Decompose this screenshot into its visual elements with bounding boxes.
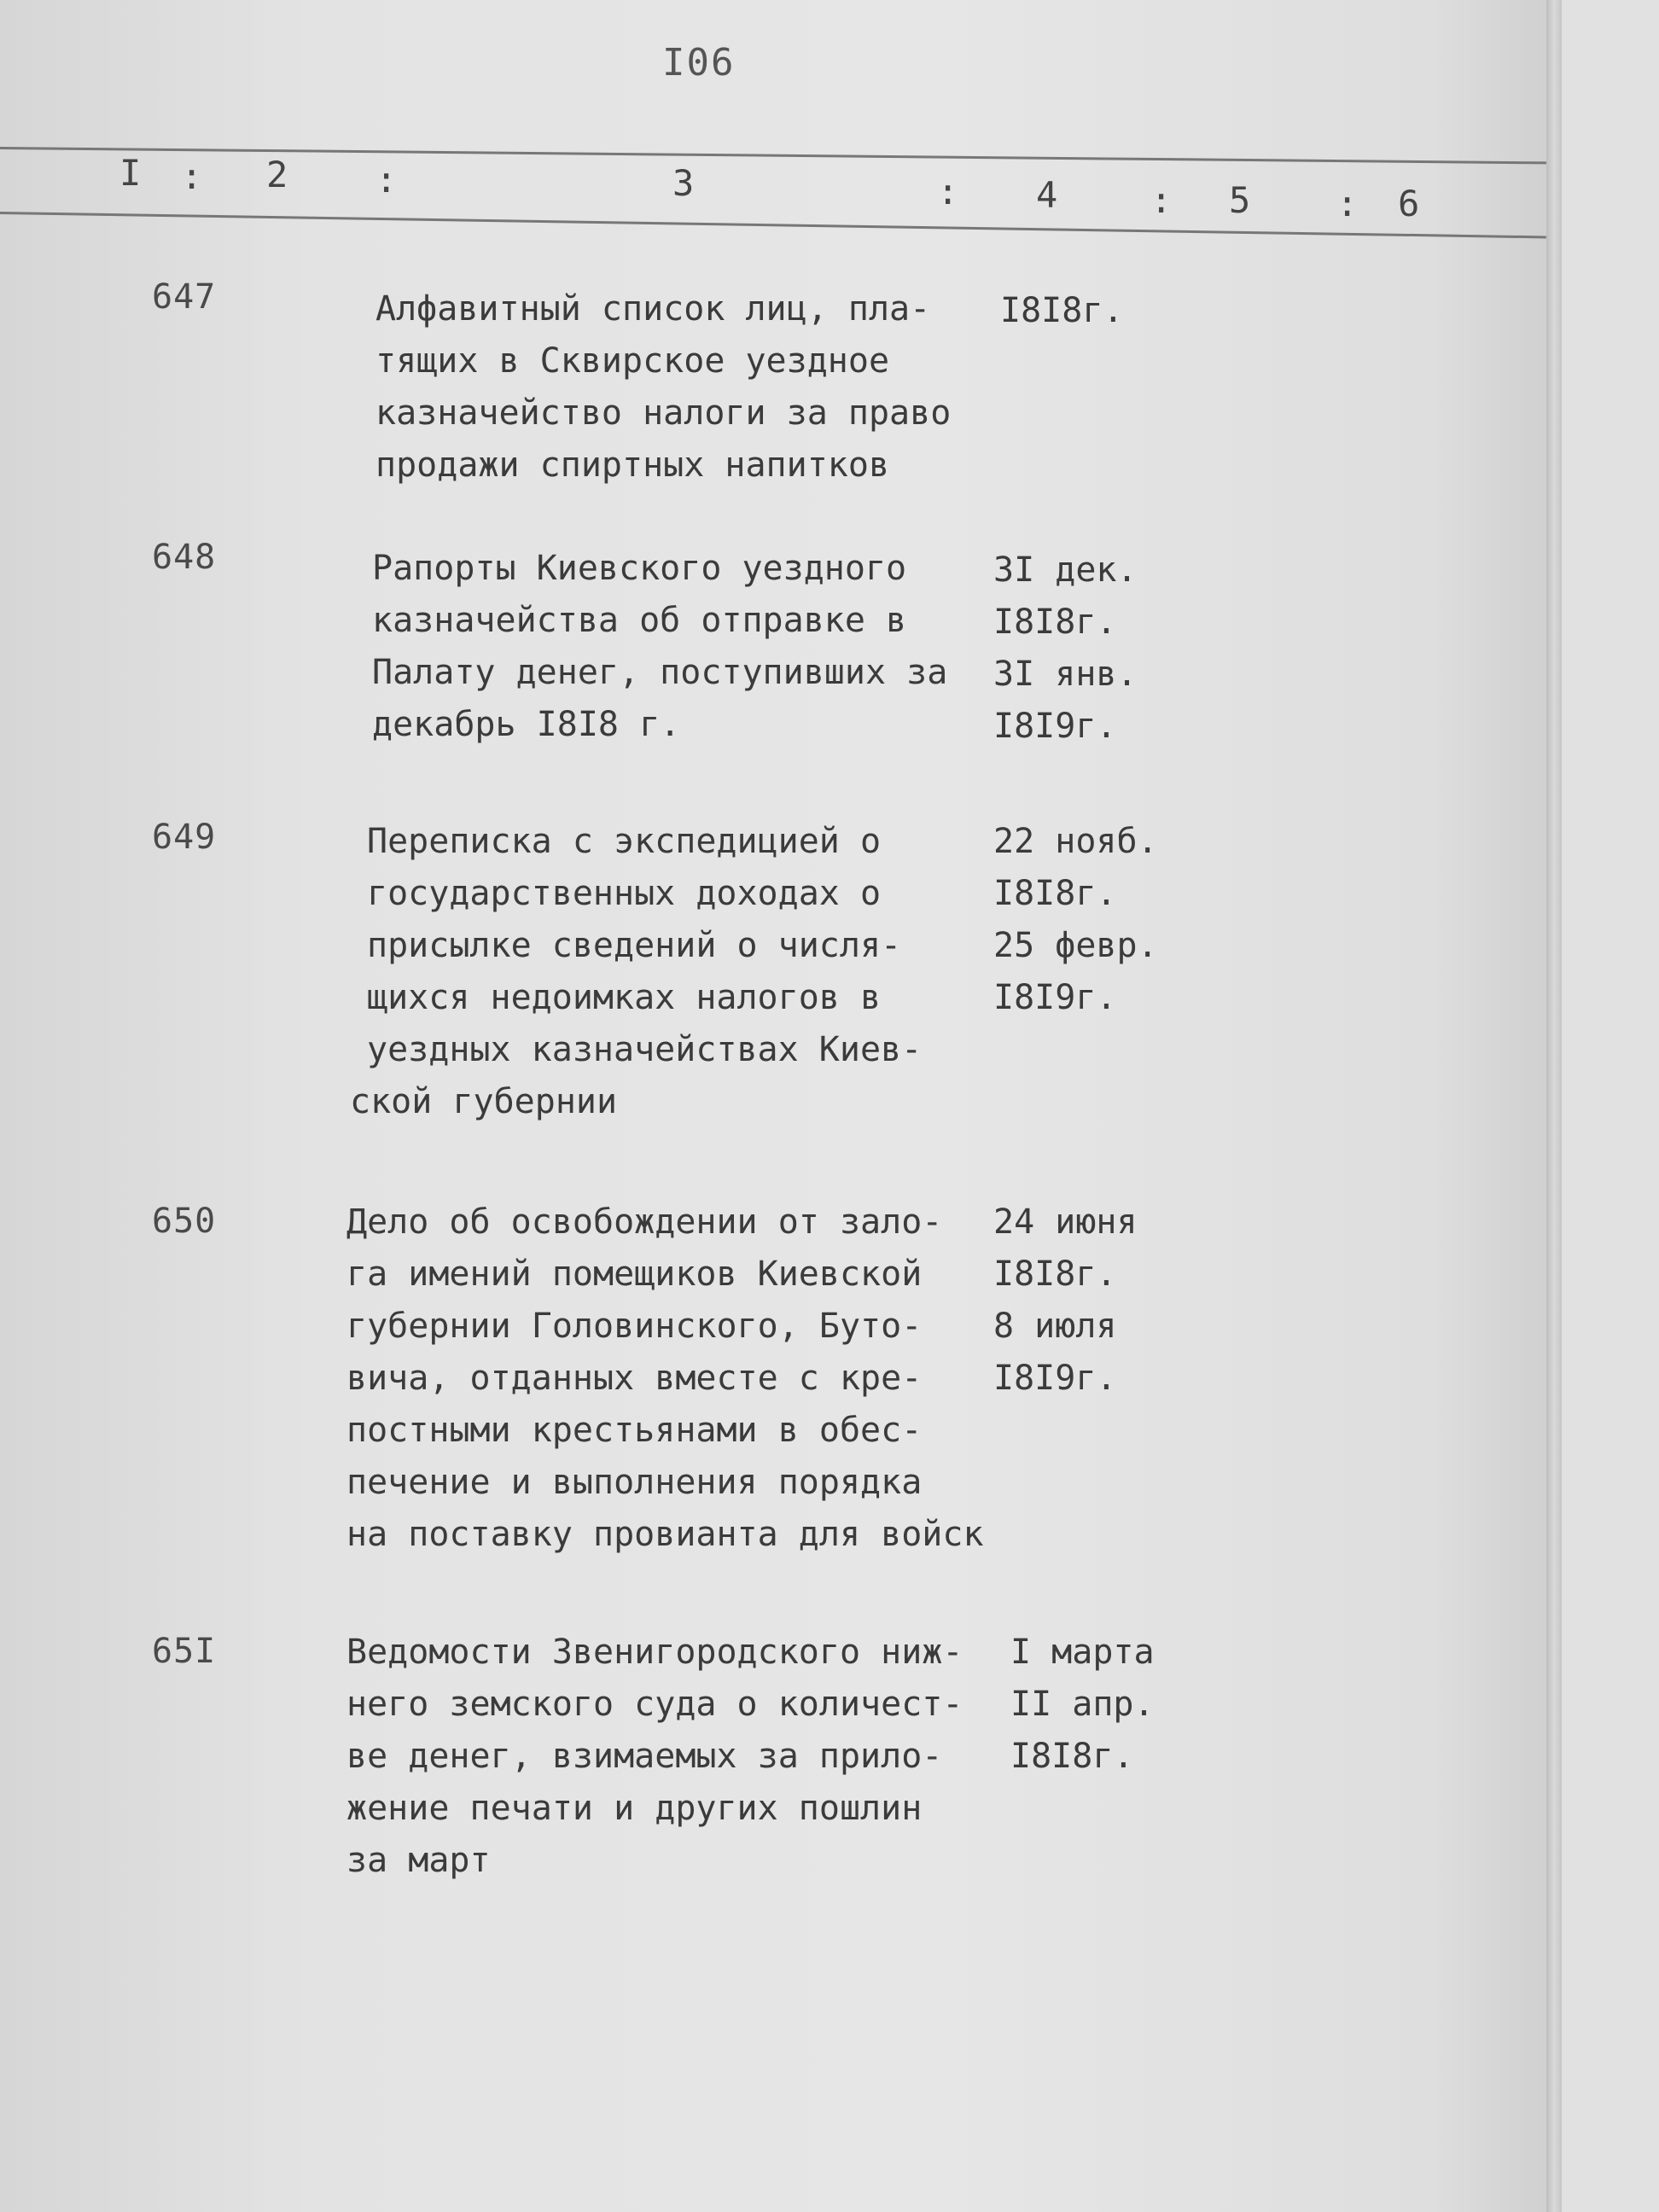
entry-dates — [993, 1196, 1181, 1405]
entry-title — [372, 543, 1038, 751]
entry-title-line: Рапорты Киевского уездного — [372, 549, 907, 588]
entry-date-line: I8I8г. — [993, 1254, 1117, 1294]
column-header-3: 3 — [672, 162, 695, 204]
entry-title-line: него земского суда о количест- — [346, 1685, 963, 1724]
entry-title-line: уездных казначействах Киев- — [367, 1030, 923, 1069]
entry-title-line: щихся недоимках налогов в — [367, 978, 882, 1017]
entry-title — [346, 1196, 1012, 1561]
entry-title-line: губернии Головинского, Буто- — [346, 1307, 923, 1346]
entry-number: 65I — [152, 1632, 217, 1671]
entry-title-line: печение и выполнения порядка — [346, 1463, 923, 1502]
entry-title — [346, 1627, 1012, 1887]
page-edge — [1546, 0, 1562, 2212]
entry-title-line: продажи спиртных напитков — [375, 445, 890, 485]
entry-date-line: I8I9г. — [993, 978, 1117, 1017]
entry-title-line: ской губернии — [350, 1082, 618, 1121]
entry-title — [375, 283, 1041, 492]
entry-title-line: ве денег, взимаемых за прило- — [346, 1737, 943, 1776]
column-header-4: 4 — [1036, 174, 1058, 216]
entry-date-line: I8I8г. — [993, 602, 1117, 642]
entry-date-line: I марта — [1010, 1633, 1155, 1672]
entry-title-line: на поставку провианта для войск — [346, 1515, 984, 1554]
entry-title-line: Переписка с экспедицией о — [367, 822, 882, 861]
entry-date-line: II апр. — [1010, 1685, 1155, 1724]
column-separator: : — [1150, 179, 1173, 221]
column-separator: : — [937, 171, 959, 212]
entry-date-line: 22 нояб. — [993, 822, 1158, 861]
background-surface — [1562, 0, 1659, 2212]
entry-title — [350, 816, 1033, 1128]
entry-dates — [1010, 1627, 1198, 1783]
entry-title-line: га имений помещиков Киевской — [346, 1254, 923, 1294]
entry-title-line: Ведомости Звенигородского ниж- — [346, 1633, 963, 1672]
entry-dates — [993, 816, 1181, 1024]
entry-title-line: Дело об освобождении от зало- — [346, 1202, 943, 1242]
entry-date-line: I8I8г. — [1010, 1737, 1134, 1776]
column-header-2: 2 — [266, 154, 288, 195]
column-separator: : — [181, 155, 203, 197]
entry-date-line: 3I дек. — [993, 550, 1138, 590]
entry-title-line: тящих в Сквирское уездное — [375, 341, 890, 381]
entry-date-line: 8 июля — [993, 1307, 1117, 1346]
entry-dates — [993, 544, 1181, 753]
column-separator: : — [1336, 183, 1359, 224]
entry-number: 650 — [152, 1202, 217, 1241]
column-separator: : — [375, 159, 398, 201]
entry-date-line: I8I9г. — [993, 707, 1117, 746]
entry-title-line: постными крестьянами в обес- — [346, 1411, 923, 1450]
entry-title-line: казначейство налоги за право — [375, 393, 952, 433]
entry-dates — [1000, 285, 1188, 337]
entry-title-line: Палату денег, поступивших за — [372, 653, 948, 692]
entry-title-line: декабрь I8I8 г. — [372, 705, 681, 744]
entry-title-line: жение печати и других пошлин — [346, 1789, 923, 1828]
entry-date-line: 25 февр. — [993, 926, 1158, 965]
entry-title-line: казначейства об отправке в — [372, 601, 907, 640]
entry-date-line: I8I9г. — [993, 1359, 1117, 1398]
entry-date-line: I8I8г. — [993, 874, 1117, 913]
page-number: I06 — [662, 41, 736, 84]
entry-date-line: I8I8г. — [1000, 291, 1124, 330]
entry-number: 648 — [152, 538, 217, 577]
column-header-5: 5 — [1229, 179, 1251, 221]
column-header-1: I — [119, 152, 142, 194]
entry-title-line: государственных доходах о — [367, 874, 882, 913]
entry-title-line: присылке сведений о числя- — [367, 926, 902, 965]
entry-number: 647 — [152, 277, 217, 317]
entry-date-line: 3I янв. — [993, 655, 1138, 694]
entry-date-line: 24 июня — [993, 1202, 1138, 1242]
entry-number: 649 — [152, 818, 217, 857]
entry-title-line: вича, отданных вместе с кре- — [346, 1359, 923, 1398]
entry-title-line: Алфавитный список лиц, пла- — [375, 289, 931, 329]
entry-title-line: за март — [346, 1841, 491, 1880]
column-header-6: 6 — [1398, 183, 1420, 224]
